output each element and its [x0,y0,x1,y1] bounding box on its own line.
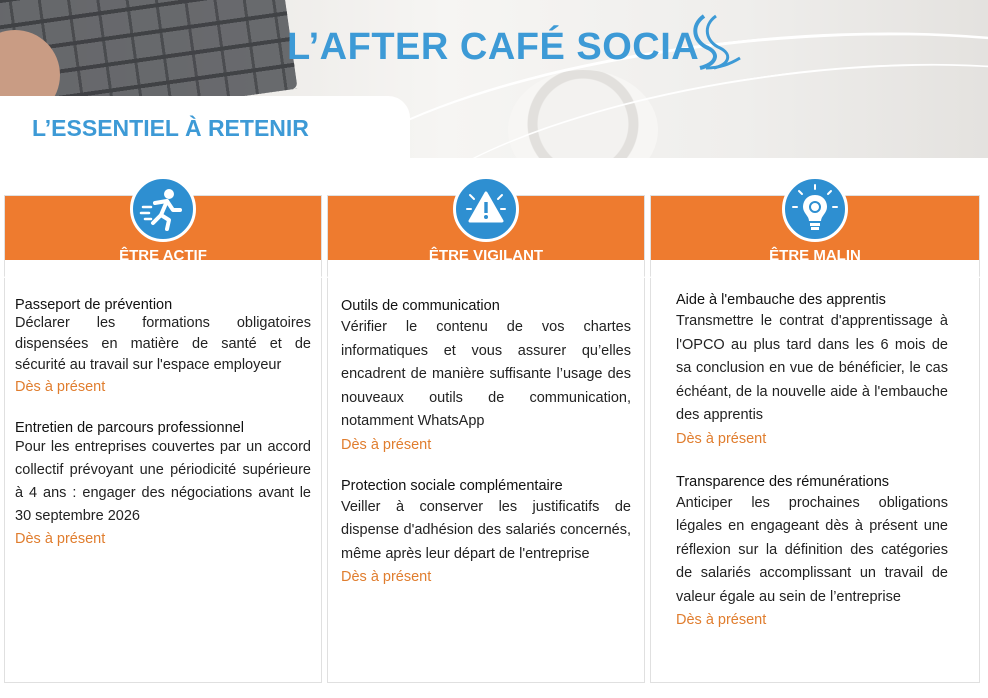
item-date: Dès à présent [341,436,432,453]
running-person-icon [130,176,196,242]
card-etre-malin [650,195,980,683]
item-text: Vérifier le contenu de vos chartes informatiques et vous assurer qu’elles encadrent de manière suffisante l’usage des nouveaux outils de communication, notamment WhatsApp [341,319,631,429]
card-etre-actif [4,195,322,683]
item-title: Aide à l'embauche des apprentis [676,292,886,308]
item-text: Anticiper les prochaines obligations légales en engageant dès à présent une réflexion sur la définition des catégories de salariés accomplissant un travail de valeur égale au sein de l’entreprise [676,494,948,605]
item-title: Transparence des rémunérations [676,473,890,490]
item-text: Transmettre le contrat d'apprentissage à l'OPCO au plus tard dans les 6 mois de sa conclusion en vue de bénéficier, le cas échéant, de la nouvelle aide à l'embauche des apprentis [676,313,948,423]
item-text: Pour les entreprises couvertes par un accord collectif prévoyant une périodicité supérieure à 4 ans : engager des négociations avant le 30 septembre 2026 [15,439,311,524]
item-date: Dès à présent [676,430,767,447]
item-title: Passeport de prévention [15,297,173,313]
item-title: Protection sociale complémentaire [341,477,563,494]
card-title: ÊTRE MALIN [769,247,861,264]
brand-title: L’AFTER CAFÉ SOCIA [287,26,700,68]
lightbulb-icon [782,176,848,242]
card-title: ÊTRE VIGILANT [428,247,544,264]
item-title: Outils de communication [341,298,500,314]
item-text: Veiller à conserver les justificatifs de dispense d'adhésion des salariés concernés, même après leur départ de l'entreprise [341,498,631,562]
item-text: Déclarer les formations obligatoires dispensées en matière de santé et de sécurité au travail sur l'espace employeur [15,315,311,373]
section-title: L’ESSENTIEL À RETENIR [32,115,309,141]
item-title: Entretien de parcours professionnel [15,420,244,436]
brand-logo-icon [686,12,742,72]
item-date: Dès à présent [15,531,106,547]
item-date: Dès à présent [15,379,106,395]
card-etre-vigilant [327,195,645,683]
item-date: Dès à présent [341,569,432,585]
card-title: ÊTRE ACTIF [119,247,207,264]
warning-icon [453,176,519,242]
item-date: Dès à présent [676,612,767,628]
